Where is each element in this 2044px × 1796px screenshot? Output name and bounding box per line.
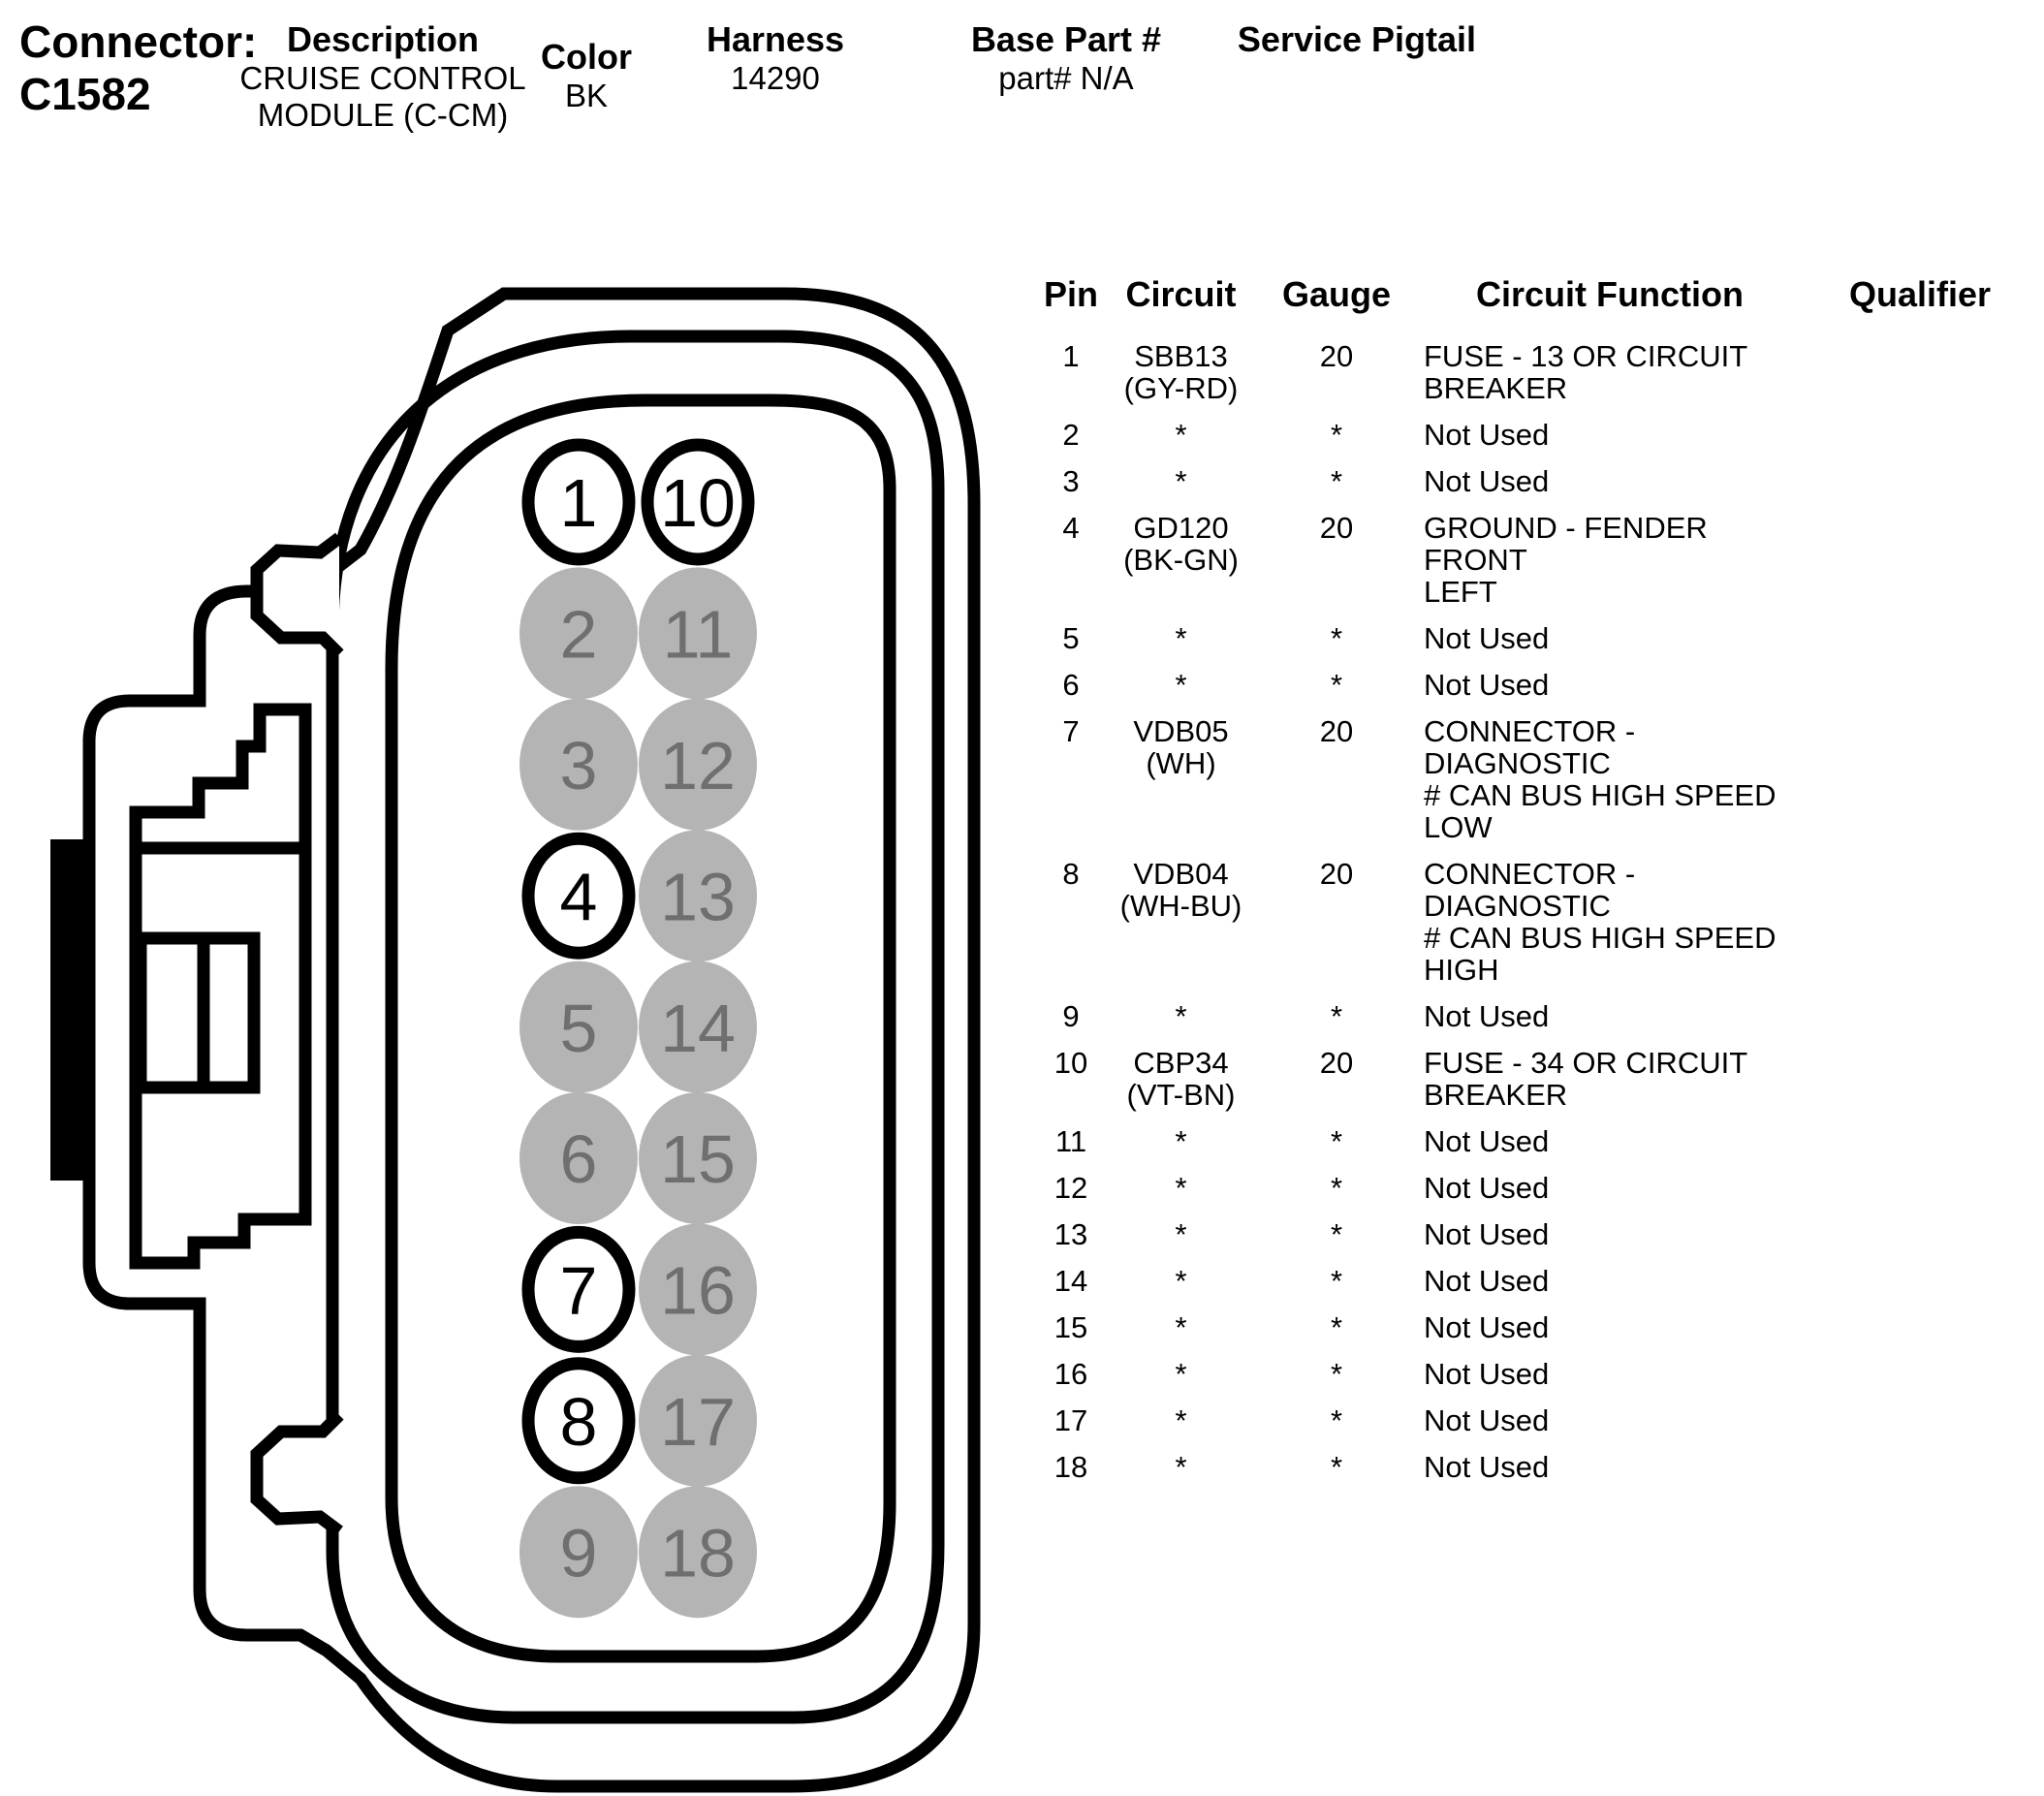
col-header-pin: Pin (1043, 274, 1098, 314)
cell-circuit: GD120 (BK-GN) (1123, 511, 1239, 577)
cell-gauge: * (1330, 1310, 1343, 1344)
connector-label: Connector: (19, 16, 258, 67)
cell-gauge: 20 (1319, 1046, 1354, 1080)
cell-circuit: VDB05 (WH) (1133, 714, 1229, 780)
cell-pin: 11 (1054, 1124, 1087, 1158)
cell-pin: 3 (1062, 464, 1080, 498)
cell-pin: 1 (1062, 339, 1080, 373)
cell-gauge: * (1330, 1171, 1343, 1205)
cell-circuit-function: Not Used (1424, 464, 1550, 498)
table-row (1037, 1265, 2044, 1297)
cell-circuit-function: FUSE - 13 OR CIRCUIT BREAKER (1424, 339, 1748, 405)
cell-pin: 18 (1053, 1450, 1088, 1484)
cell-circuit: * (1175, 668, 1187, 702)
cell-circuit: * (1175, 1264, 1187, 1298)
harness-header: Harness (706, 19, 845, 59)
pin-number-9: 9 (559, 1515, 598, 1591)
table-row (1037, 669, 2044, 701)
cell-circuit-function: Not Used (1424, 1124, 1550, 1158)
cell-pin: 16 (1053, 1357, 1088, 1391)
cell-pin: 14 (1053, 1264, 1088, 1298)
cell-circuit: * (1175, 1450, 1187, 1484)
cell-pin: 6 (1062, 668, 1080, 702)
cell-qualifier (1804, 340, 2036, 404)
color-value: BK (564, 78, 609, 113)
cell-circuit: * (1175, 1217, 1187, 1251)
cell-gauge: * (1330, 464, 1343, 498)
description-value: CRUISE CONTROL MODULE (C-CM) (239, 60, 526, 133)
cell-gauge: * (1330, 999, 1343, 1033)
description-header: Description (286, 19, 480, 59)
cell-pin: 5 (1062, 621, 1080, 655)
cell-circuit-function: Not Used (1424, 999, 1550, 1033)
table-row (1037, 1047, 2044, 1111)
cell-pin: 12 (1053, 1171, 1088, 1205)
cell-circuit: SBB13 (GY-RD) (1123, 339, 1239, 405)
cell-circuit-function: Not Used (1424, 1450, 1550, 1484)
base-part-value: part# N/A (998, 60, 1134, 96)
service-pigtail-header: Service Pigtail (1237, 19, 1477, 59)
cell-circuit-function: Not Used (1424, 1403, 1550, 1437)
cell-circuit-function: FUSE - 34 OR CIRCUIT BREAKER (1424, 1046, 1748, 1112)
cell-pin: 17 (1053, 1403, 1088, 1437)
cell-gauge: * (1330, 1450, 1343, 1484)
cell-gauge: * (1330, 1217, 1343, 1251)
cell-circuit-function: Not Used (1424, 418, 1550, 452)
pin-number-6: 6 (559, 1121, 598, 1198)
cell-circuit-function: CONNECTOR - DIAGNOSTIC # CAN BUS HIGH SPEED LOW (1424, 714, 1777, 844)
cell-circuit-function: Not Used (1424, 1310, 1550, 1344)
table-row (1037, 1451, 2044, 1483)
pin-number-11: 11 (662, 596, 734, 673)
cell-qualifier (1804, 1451, 2036, 1483)
pin-number-1: 1 (559, 465, 598, 542)
table-row (1037, 340, 2044, 404)
cell-circuit-function: Not Used (1424, 668, 1550, 702)
cell-circuit-function: Not Used (1424, 1264, 1550, 1298)
cell-gauge: * (1330, 1403, 1343, 1437)
cell-circuit: * (1175, 621, 1187, 655)
cell-circuit-function: CONNECTOR - DIAGNOSTIC # CAN BUS HIGH SPEED HIGH (1424, 857, 1777, 987)
table-row (1037, 715, 2044, 843)
table-row (1037, 858, 2044, 986)
cell-qualifier (1804, 715, 2036, 843)
cell-circuit: CBP34 (VT-BN) (1126, 1046, 1236, 1112)
cell-circuit: * (1175, 1171, 1187, 1205)
cell-qualifier (1804, 1047, 2036, 1111)
cell-pin: 13 (1053, 1217, 1088, 1251)
cell-qualifier (1804, 1172, 2036, 1204)
pin-number-4: 4 (559, 859, 598, 935)
ear-seal-bar (50, 839, 92, 1181)
table-row (1037, 1000, 2044, 1032)
cell-circuit-function: Not Used (1424, 1171, 1550, 1205)
cell-pin: 8 (1062, 857, 1080, 891)
pin-number-3: 3 (559, 728, 598, 803)
cell-gauge: 20 (1319, 857, 1354, 891)
table-row (1037, 512, 2044, 608)
cell-pin: 15 (1053, 1310, 1088, 1344)
pin-number-7: 7 (559, 1252, 598, 1329)
cell-qualifier (1804, 465, 2036, 497)
cell-gauge: * (1330, 621, 1343, 655)
base-part-header: Base Part # (970, 19, 1162, 59)
pin-number-10: 10 (660, 465, 736, 542)
table-row (1037, 1125, 2044, 1157)
pin-number-14: 14 (660, 990, 736, 1066)
pin-table (1037, 274, 2044, 1497)
cell-gauge: 20 (1319, 339, 1354, 373)
cell-qualifier (1804, 1000, 2036, 1032)
table-row (1037, 419, 2044, 451)
cell-gauge: * (1330, 1124, 1343, 1158)
pin-number-2: 2 (559, 596, 598, 673)
cell-circuit-function: Not Used (1424, 621, 1550, 655)
cell-circuit: * (1175, 1403, 1187, 1437)
cell-pin: 10 (1053, 1046, 1088, 1080)
cell-circuit: * (1175, 418, 1187, 452)
cell-gauge: 20 (1319, 511, 1354, 545)
cell-qualifier (1804, 1358, 2036, 1390)
cell-circuit-function: GROUND - FENDER FRONT LEFT (1424, 511, 1708, 609)
cell-qualifier (1804, 858, 2036, 986)
cell-qualifier (1804, 419, 2036, 451)
cell-gauge: * (1330, 1264, 1343, 1298)
cell-gauge: 20 (1319, 714, 1354, 748)
pin-number-5: 5 (559, 990, 598, 1066)
cell-circuit-function: Not Used (1424, 1217, 1550, 1251)
cell-circuit: * (1175, 1357, 1187, 1391)
cell-gauge: * (1330, 418, 1343, 452)
cell-qualifier (1804, 1404, 2036, 1436)
col-header-circuit-function: Circuit Function (1476, 274, 1744, 314)
col-header-gauge: Gauge (1281, 274, 1392, 314)
cell-gauge: * (1330, 1357, 1343, 1391)
cell-circuit: * (1175, 464, 1187, 498)
table-row (1037, 1172, 2044, 1204)
pin-table-header (1037, 274, 2044, 315)
cell-gauge: * (1330, 668, 1343, 702)
pin-table-body (1037, 340, 2044, 1483)
cell-qualifier (1804, 512, 2036, 608)
cell-circuit: * (1175, 999, 1187, 1033)
table-row (1037, 1358, 2044, 1390)
cell-pin: 4 (1062, 511, 1080, 545)
cell-circuit-function: Not Used (1424, 1357, 1550, 1391)
pin-number-12: 12 (660, 728, 736, 803)
pin-number-18: 18 (660, 1515, 736, 1591)
harness-value: 14290 (731, 60, 820, 96)
pin-number-13: 13 (660, 859, 736, 935)
color-header: Color (541, 37, 632, 77)
pin-number-17: 17 (660, 1384, 736, 1460)
cell-circuit: VDB04 (WH-BU) (1119, 857, 1242, 923)
pin-number-16: 16 (660, 1252, 736, 1329)
cell-qualifier (1804, 1218, 2036, 1250)
cell-qualifier (1804, 1265, 2036, 1297)
table-row (1037, 1404, 2044, 1436)
cell-circuit: * (1175, 1310, 1187, 1344)
pin-number-15: 15 (660, 1121, 736, 1198)
table-row (1037, 622, 2044, 654)
col-header-qualifier: Qualifier (1848, 274, 1992, 314)
cell-qualifier (1804, 1311, 2036, 1343)
col-header-circuit: Circuit (1125, 274, 1237, 314)
connector-id: C1582 (19, 69, 151, 119)
cell-qualifier (1804, 622, 2036, 654)
cell-pin: 2 (1062, 418, 1080, 452)
cell-circuit: * (1175, 1124, 1187, 1158)
cell-pin: 7 (1062, 714, 1080, 748)
table-row (1037, 1218, 2044, 1250)
cell-qualifier (1804, 669, 2036, 701)
cell-pin: 9 (1062, 999, 1080, 1033)
table-row (1037, 1311, 2044, 1343)
pin-number-8: 8 (559, 1384, 598, 1460)
table-row (1037, 465, 2044, 497)
cell-qualifier (1804, 1125, 2036, 1157)
